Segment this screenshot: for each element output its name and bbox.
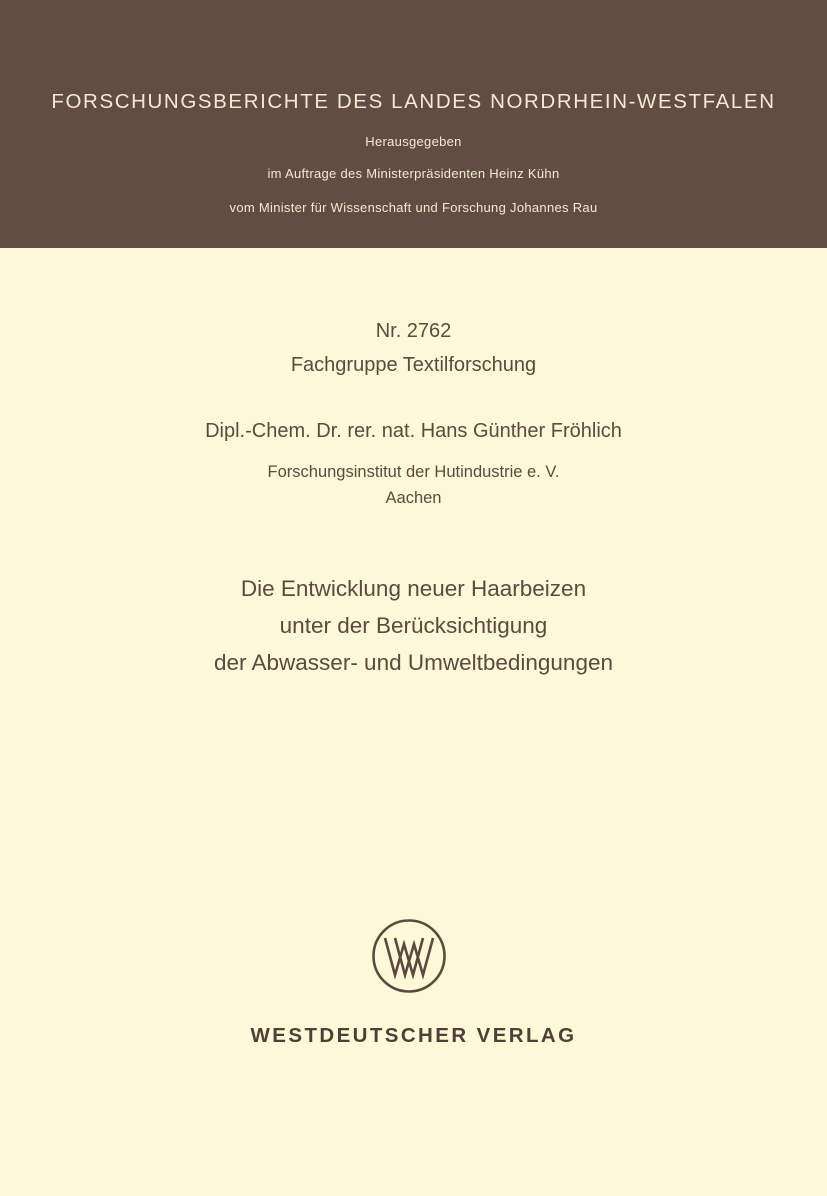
commission-line: im Auftrage des Ministerpräsidenten Heinz Kühn bbox=[267, 166, 560, 181]
report-number: Nr. 2762 bbox=[375, 320, 452, 342]
report-group: Fachgruppe Textilforschung bbox=[290, 354, 537, 376]
book-title-line-3: der Abwasser- und Umweltbedingungen bbox=[214, 650, 613, 675]
westdeutscher-verlag-ww-logo-icon bbox=[371, 918, 447, 994]
publisher-name: WESTDEUTSCHER VERLAG bbox=[250, 1024, 577, 1047]
editor-label: Herausgegeben bbox=[365, 134, 462, 149]
book-title-line-2: unter der Berücksichtigung bbox=[279, 613, 548, 638]
book-title-line-1: Die Entwicklung neuer Haarbeizen bbox=[240, 576, 587, 601]
header-band bbox=[0, 0, 827, 248]
author-city: Aachen bbox=[385, 489, 442, 507]
series-title: FORSCHUNGSBERICHTE DES LANDES NORDRHEIN-WESTFALEN bbox=[51, 90, 776, 113]
author-name: Dipl.-Chem. Dr. rer. nat. Hans Günther Fröhlich bbox=[205, 420, 622, 442]
author-institute: Forschungsinstitut der Hutindustrie e. V. bbox=[267, 463, 560, 481]
minister-line: vom Minister für Wissenschaft und Forschung Johannes Rau bbox=[229, 200, 598, 215]
